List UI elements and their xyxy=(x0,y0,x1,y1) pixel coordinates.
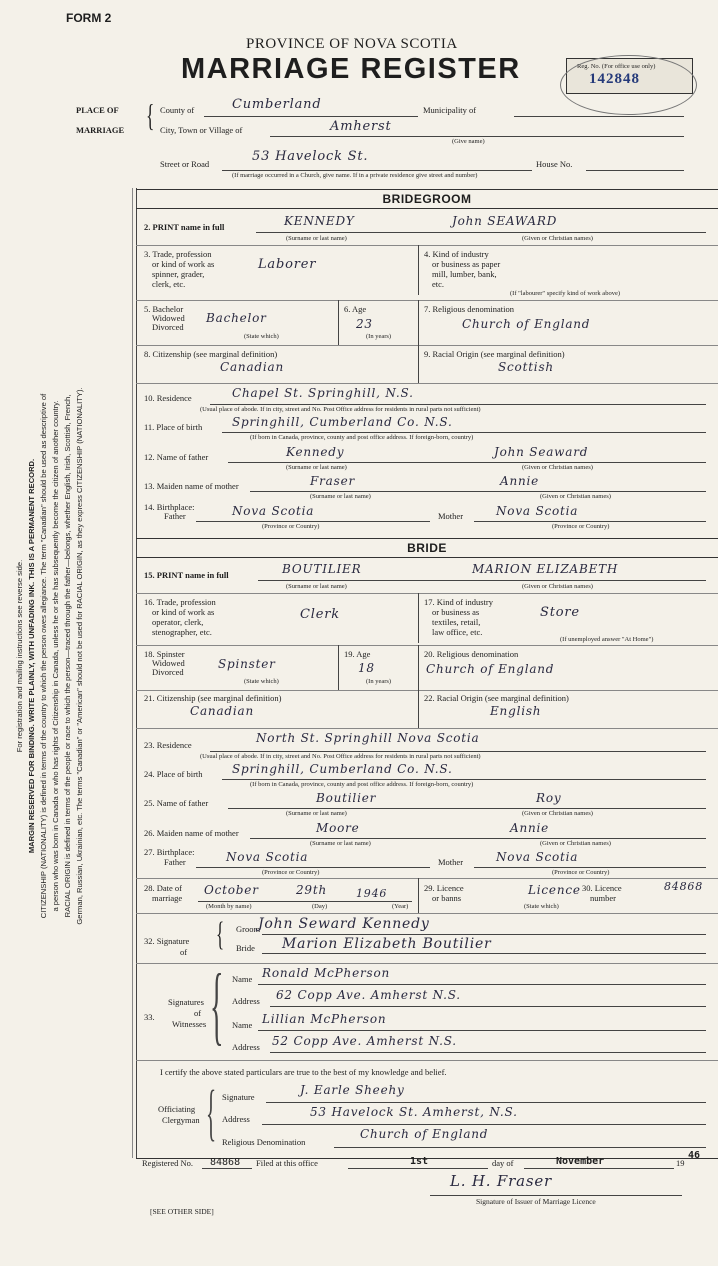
col-divider xyxy=(418,645,419,690)
witness1-name: Ronald McPherson xyxy=(262,966,391,980)
bride-mother-birth: Nova Scotia xyxy=(496,850,579,864)
w1-address-line xyxy=(270,1006,706,1007)
day-caption: (Day) xyxy=(312,903,328,910)
bride-origin: English xyxy=(490,704,542,718)
w2-name-word: Name xyxy=(232,1020,253,1030)
registered-number: 84868 xyxy=(210,1157,241,1168)
bride-industry: Store xyxy=(540,605,580,620)
bride-father-surname: Boutilier xyxy=(316,791,377,805)
stamp-oval xyxy=(560,55,697,115)
groom-status-label-2: Widowed xyxy=(152,313,185,323)
bride-citizenship: Canadian xyxy=(190,704,255,718)
divider xyxy=(136,383,718,384)
form-left-border xyxy=(136,188,137,1158)
col-divider xyxy=(418,300,419,345)
province-caption: (Province or Country) xyxy=(262,523,320,530)
city-line xyxy=(270,136,684,137)
clergy-address: 53 Havelock St. Amherst, N.S. xyxy=(310,1105,518,1119)
marriage-date-label-2: marriage xyxy=(152,893,183,903)
divider xyxy=(136,345,718,346)
groom-status: Bachelor xyxy=(206,311,267,325)
clergy-label-1: Officiating xyxy=(158,1104,196,1114)
groom-industry-label-1: 4. Kind of industry xyxy=(424,249,489,259)
groom-status-label-1: 5. Bachelor xyxy=(144,304,184,314)
bride-father-line xyxy=(228,808,706,809)
filed-year: 46 xyxy=(688,1150,701,1161)
licence-type-label-2: or banns xyxy=(432,893,462,903)
divider xyxy=(136,245,718,246)
street-label: Street or Road xyxy=(160,159,210,169)
filed-month-line xyxy=(524,1168,674,1169)
groom-trade: Laborer xyxy=(258,257,317,272)
given-caption: (Given or Christian names) xyxy=(522,464,593,471)
bride-mother-word: Mother xyxy=(438,857,464,867)
bride-mother-birth-line xyxy=(474,867,706,868)
w2-address-word: Address xyxy=(232,1042,260,1052)
divider xyxy=(136,300,718,301)
filed-day-line xyxy=(348,1168,488,1169)
col-divider xyxy=(418,593,419,643)
brace: { xyxy=(210,957,224,1054)
place-note: (If marriage occurred in a Church, give name. If in a private residence give street and number) xyxy=(232,172,478,179)
reg-box-label: Reg. No. (For office use only) xyxy=(577,63,656,70)
w1-name-word: Name xyxy=(232,974,253,984)
filed-month: November xyxy=(556,1156,605,1167)
clergy-denomination-word: Religious Denomination xyxy=(222,1137,306,1147)
bride-birthplace-label: 24. Place of birth xyxy=(144,769,203,779)
province-caption: (Province or Country) xyxy=(262,869,320,876)
issuer-caption: Signature of Issuer of Marriage Licence xyxy=(476,1197,596,1206)
witness-number: 33. xyxy=(144,1012,155,1022)
groom-industry-label-3: mill, lumber, bank, xyxy=(432,269,497,279)
marriage-month: October xyxy=(204,883,259,897)
given-caption: (Given or Christian names) xyxy=(522,235,593,242)
bride-state-caption: (State which) xyxy=(244,678,279,685)
certify-text: I certify the above stated particulars are true to the best of my knowledge and belief. xyxy=(160,1067,447,1077)
bride-residence: North St. Springhill Nova Scotia xyxy=(256,731,480,745)
groom-birthplace-label: 11. Place of birth xyxy=(144,422,203,432)
brace: { xyxy=(146,97,155,133)
given-caption: (Given or Christian names) xyxy=(540,493,611,500)
groom-mother-birth: Nova Scotia xyxy=(496,504,579,518)
form-label: FORM 2 xyxy=(66,11,112,25)
groom-mother-birth-line xyxy=(474,521,706,522)
bride-trade-label-4: stenographer, etc. xyxy=(152,627,212,637)
w1-name-line xyxy=(258,984,706,985)
marriage-date-label-1: 28. Date of xyxy=(144,883,183,893)
filed-day: 1st xyxy=(410,1156,429,1167)
groom-industry-label-4: etc. xyxy=(432,279,445,289)
bride-sig-line xyxy=(262,953,706,954)
surname-caption: (Surname or last name) xyxy=(286,810,347,817)
municipality-line xyxy=(514,116,684,117)
licence-number: 84868 xyxy=(664,880,703,893)
signature-label-1: 32. Signature xyxy=(144,936,190,946)
col-divider xyxy=(418,345,419,383)
surname-caption: (Surname or last name) xyxy=(286,583,347,590)
province-caption: (Province or Country) xyxy=(552,523,610,530)
bride-residence-label: 23. Residence xyxy=(144,740,192,750)
issuer-signature: L. H. Fraser xyxy=(450,1172,552,1190)
divider xyxy=(136,645,718,646)
bride-birthplace-line xyxy=(222,779,706,780)
house-line xyxy=(586,170,684,171)
witness2-name: Lillian McPherson xyxy=(262,1012,387,1026)
bride-age-label: 19. Age xyxy=(344,649,371,659)
divider xyxy=(136,913,718,914)
surname-caption: (Surname or last name) xyxy=(310,840,371,847)
bridegroom-section-header: BRIDEGROOM xyxy=(136,189,718,209)
birth-caption: (If born in Canada, province, county and post office address. If foreign-born, country) xyxy=(250,434,474,441)
groom-given: John SEAWARD xyxy=(452,214,558,228)
city-value: Amherst xyxy=(330,119,392,134)
bride-residence-line xyxy=(210,751,706,752)
bride-mother-label: 26. Maiden name of mother xyxy=(144,828,239,838)
bride-birthplace: Springhill, Cumberland Co. N.S. xyxy=(232,762,453,776)
county-value: Cumberland xyxy=(232,97,322,112)
groom-name-label xyxy=(144,223,224,232)
groom-name-label-text: 2. PRINT name in full xyxy=(144,222,225,232)
groom-father-surname: Kennedy xyxy=(286,445,345,459)
witness2-address: 52 Copp Ave. Amherst N.S. xyxy=(272,1034,457,1048)
residence-caption: (Usual place of abode. If in city, street and No. Post Office address for residents in rural parts not sufficient) xyxy=(200,753,481,760)
groom-religion: Church of England xyxy=(462,317,591,331)
marriage-year: 1946 xyxy=(356,887,388,900)
bride-age: 18 xyxy=(358,661,375,675)
groom-father-label: 12. Name of father xyxy=(144,452,209,462)
groom-father-given: John Seaward xyxy=(494,445,589,459)
groom-origin-label: 9. Racial Origin (see marginal definition) xyxy=(424,349,565,359)
groom-residence-label: 10. Residence xyxy=(144,393,192,403)
province-title: PROVINCE OF NOVA SCOTIA xyxy=(246,36,458,52)
groom-state-caption: (State which) xyxy=(244,333,279,340)
marriage-day: 29th xyxy=(296,883,328,897)
groom-mother-surname: Fraser xyxy=(310,474,356,488)
divider xyxy=(136,878,718,879)
divider xyxy=(136,1060,718,1061)
province-caption: (Province or Country) xyxy=(552,869,610,876)
licence-type-label: 29. Licence xyxy=(424,883,464,893)
bride-industry-note: (If unemployed answer "At Home") xyxy=(560,636,654,643)
bride-industry-label-1: 17. Kind of industry xyxy=(424,597,493,607)
groom-birthplace-line xyxy=(222,432,706,433)
groom-mother-line xyxy=(250,491,706,492)
groom-signature: John Seward Kennedy xyxy=(258,916,430,932)
bride-trade-label-3: operator, clerk, xyxy=(152,617,204,627)
given-caption: (Given or Christian names) xyxy=(522,583,593,590)
groom-years-caption: (In years) xyxy=(366,333,392,340)
city-label: City, Town or Village of xyxy=(160,125,243,135)
bride-status: Spinster xyxy=(218,657,276,671)
brace: { xyxy=(216,916,225,953)
witness-label-1: Signatures xyxy=(168,997,204,1007)
groom-sig-word: Groom xyxy=(236,924,261,934)
bride-surname: BOUTILIER xyxy=(282,562,362,576)
groom-mother-word: Mother xyxy=(438,511,464,521)
col-divider xyxy=(418,245,419,295)
bride-status-label-2: Widowed xyxy=(152,658,185,668)
surname-caption: (Surname or last name) xyxy=(286,235,347,242)
licence-number-label-2: number xyxy=(590,893,616,903)
bride-given: MARION ELIZABETH xyxy=(472,562,619,576)
bride-trade-label-1: 16. Trade, profession xyxy=(144,597,216,607)
groom-residence-line xyxy=(210,404,706,405)
groom-surname: KENNEDY xyxy=(284,214,355,228)
bride-trade: Clerk xyxy=(300,607,340,622)
county-label: County of xyxy=(160,105,195,115)
see-other-side: [SEE OTHER SIDE] xyxy=(150,1207,214,1216)
groom-father-word: Father xyxy=(164,511,186,521)
col-divider xyxy=(418,690,419,728)
divider xyxy=(136,690,718,691)
residence-caption: (Usual place of abode. If in city, street and No. Post Office address for residents in rural parts not sufficient) xyxy=(200,406,481,413)
bride-industry-label-2: or business as xyxy=(432,607,480,617)
bride-years-caption: (In years) xyxy=(366,678,392,685)
birth-caption: (If born in Canada, province, county and post office address. If foreign-born, country) xyxy=(250,781,474,788)
year-caption: (Year) xyxy=(392,903,409,910)
bride-origin-label: 22. Racial Origin (see marginal definition) xyxy=(424,693,569,703)
groom-citizenship-label: 8. Citizenship (see marginal definition) xyxy=(144,349,278,359)
brace: { xyxy=(206,1079,217,1147)
groom-status-label-3: Divorced xyxy=(152,322,184,332)
groom-sig-line xyxy=(262,934,706,935)
bride-father-label: 25. Name of father xyxy=(144,798,209,808)
place-label-1: PLACE OF xyxy=(76,105,119,115)
licence-type: Licence xyxy=(528,883,581,897)
filed-label: Filed at this office xyxy=(256,1158,318,1168)
bride-father-birth-line xyxy=(196,867,430,868)
divider xyxy=(136,593,718,594)
reg-number: 142848 xyxy=(589,71,640,87)
marriage-date-line xyxy=(198,901,412,902)
witness-label-3: Witnesses xyxy=(172,1019,207,1029)
groom-industry-note: (If "labourer" specify kind of work above) xyxy=(510,290,620,297)
bride-mother-given: Annie xyxy=(510,821,550,835)
clergy-label-2: Clergyman xyxy=(162,1115,200,1125)
registered-label: Registered No. xyxy=(142,1158,193,1168)
groom-religion-label: 7. Religious denomination xyxy=(424,304,514,314)
w2-address-line xyxy=(270,1052,706,1053)
bride-name-line xyxy=(258,580,706,581)
page-title: MARRIAGE REGISTER xyxy=(181,53,521,85)
divider xyxy=(136,728,718,729)
groom-origin: Scottish xyxy=(498,360,554,374)
bride-industry-label-3: textiles, retail, xyxy=(432,617,481,627)
bride-birthplaces-label: 27. Birthplace: xyxy=(144,847,195,857)
county-line xyxy=(204,116,418,117)
w2-name-line xyxy=(258,1030,706,1031)
licence-number-label: 30. Licence xyxy=(582,883,622,893)
groom-father-line xyxy=(228,462,706,463)
house-label: House No. xyxy=(536,159,573,169)
margin-instructions: For registration and mailing instructions see reverse side. MARGIN RESERVED FOR BINDING. WRITE PLAINLY, WITH UNFADING INK. THIS IS A PERMANENT RECORD. CITIZENSHIP (NATIONALITY) is defined in terms of the country to which the person owes allegiance. The term "Canadian" should be used as descriptive of a person who was born in Canada or who has rights of Citizenship in Canada, unless he or she has subsequently become the citizen of another country. RACIAL ORIGIN is defined in terms of the people or race to which the person—traced through the father—belongs, whether English, Irish, Scottish, French, German, Russian, Ukrainian, etc. The terms "Canadian" or "American" should not be used for RACIAL ORIGIN, as they express CITIZENSHIP (NATIONALITY). xyxy=(15,387,84,925)
bride-signature: Marion Elizabeth Boutilier xyxy=(282,936,492,952)
col-divider xyxy=(338,645,339,690)
bride-status-label-3: Divorced xyxy=(152,667,184,677)
bride-father-birth: Nova Scotia xyxy=(226,850,309,864)
month-caption: (Month by name) xyxy=(206,903,252,910)
form-left-border-inner xyxy=(132,188,133,1158)
groom-trade-label-1: 3. Trade, profession xyxy=(144,249,212,259)
clergy-denomination-line xyxy=(334,1147,706,1148)
groom-trade-label-2: or kind of work as xyxy=(152,259,215,269)
surname-caption: (Surname or last name) xyxy=(286,464,347,471)
clergy-signature-word: Signature xyxy=(222,1092,255,1102)
clergy-signature: J. Earle Sheehy xyxy=(300,1083,405,1097)
licence-state-caption: (State which) xyxy=(524,903,559,910)
clergy-address-line xyxy=(262,1124,706,1125)
groom-father-birth: Nova Scotia xyxy=(232,504,315,518)
bride-section-header: BRIDE xyxy=(136,538,718,558)
groom-name-line xyxy=(256,232,706,233)
clergy-sig-line xyxy=(266,1102,706,1103)
street-line xyxy=(222,170,532,171)
bride-sig-word: Bride xyxy=(236,943,255,953)
bride-status-label-1: 18. Spinster xyxy=(144,649,185,659)
witness-label-2: of xyxy=(194,1008,202,1018)
municipality-label: Municipality of xyxy=(423,105,477,115)
bride-name-label xyxy=(144,571,229,580)
witness1-address: 62 Copp Ave. Amherst N.S. xyxy=(276,988,461,1002)
street-value: 53 Havelock St. xyxy=(252,149,369,164)
groom-age-label: 6. Age xyxy=(344,304,367,314)
groom-mother-label: 13. Maiden name of mother xyxy=(144,481,239,491)
groom-trade-label-3: spinner, grader, xyxy=(152,269,205,279)
bride-trade-label-2: or kind of work as xyxy=(152,607,215,617)
clergy-denomination: Church of England xyxy=(360,1127,489,1141)
groom-trade-label-4: clerk, etc. xyxy=(152,279,186,289)
col-divider xyxy=(418,878,419,913)
groom-industry-label-2: or business as paper xyxy=(432,259,501,269)
issuer-sig-line xyxy=(430,1195,682,1196)
clergy-address-word: Address xyxy=(222,1114,250,1124)
groom-birthplace: Springhill, Cumberland Co. N.S. xyxy=(232,415,453,429)
groom-age: 23 xyxy=(356,317,373,331)
groom-residence: Chapel St. Springhill, N.S. xyxy=(232,386,414,400)
bride-name-label-text: 15. PRINT name in full xyxy=(144,570,229,580)
groom-birthplaces-label: 14. Birthplace: xyxy=(144,502,195,512)
bride-religion: Church of England xyxy=(426,662,555,676)
given-caption: (Given or Christian names) xyxy=(540,840,611,847)
bride-mother-surname: Moore xyxy=(316,821,360,835)
groom-father-birth-line xyxy=(196,521,430,522)
bride-religion-label: 20. Religious denomination xyxy=(424,649,519,659)
surname-caption: (Surname or last name) xyxy=(310,493,371,500)
bride-mother-line xyxy=(250,838,706,839)
w1-address-word: Address xyxy=(232,996,260,1006)
bride-father-word: Father xyxy=(164,857,186,867)
groom-mother-given: Annie xyxy=(500,474,540,488)
bride-citizenship-label: 21. Citizenship (see marginal definition) xyxy=(144,693,282,703)
give-name-caption: (Give name) xyxy=(452,138,485,145)
signature-label-2: of xyxy=(180,947,188,957)
bride-industry-label-4: law office, etc. xyxy=(432,627,483,637)
given-caption: (Given or Christian names) xyxy=(522,810,593,817)
registered-line xyxy=(202,1168,252,1169)
col-divider xyxy=(338,300,339,345)
groom-citizenship: Canadian xyxy=(220,360,285,374)
place-label-2: MARRIAGE xyxy=(76,125,125,135)
bride-father-given: Roy xyxy=(536,791,562,805)
day-of-label: day of xyxy=(492,1158,514,1168)
year-prefix: 19 xyxy=(676,1158,685,1168)
